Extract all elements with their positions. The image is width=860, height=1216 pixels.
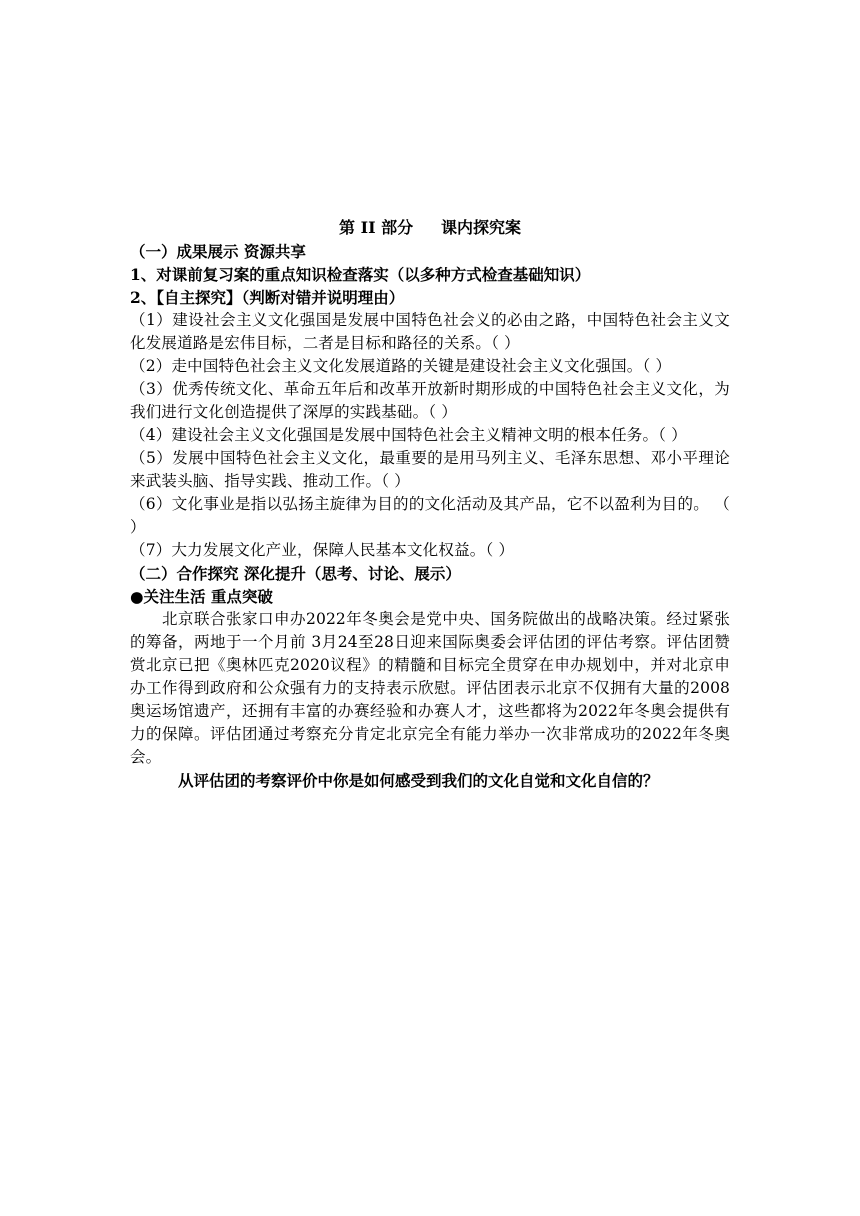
judgment-item-7: （7）大力发展文化产业，保障人民基本文化权益。（ ） [130, 541, 515, 559]
point-self-exploration: 2、【自主探究】（判断对错并说明理由） [130, 288, 405, 307]
focus-heading: ●关注生活 重点突破 [130, 587, 273, 606]
judgment-item-6: （6）文化事业是指以弘扬主旋律为目的的文化活动及其产品，它不以盈利为目的。 （ ） [130, 495, 730, 536]
judgment-item-2: （2）走中国特色社会主义文化发展道路的关键是建设社会主义文化强国。（ ） [130, 357, 672, 375]
judgment-item-3: （3）优秀传统文化、革命五年后和改革开放新时期形成的中国特色社会主义文化，为我们进行文化创造提供了深厚的实践基础。（ ） [130, 380, 730, 421]
section-heading-results: （一）成果展示 资源共享 [130, 242, 306, 261]
section-heading-cooperation: （二）合作探究 深化提升（思考、讨论、展示） [130, 564, 461, 583]
judgment-item-1: （1）建设社会主义文化强国是发展中国特色社会义的必由之路，中国特色社会主义文化发展道路是宏伟目标，二者是目标和路径的关系。（ ） [130, 311, 730, 352]
point-review-check: 1、对课前复习案的重点知识检查落实（以多种方式检查基础知识） [130, 265, 591, 284]
document-page [130, 216, 730, 792]
judgment-item-4: （4）建设社会主义文化强国是发展中国特色社会主义精神文明的根本任务。（ ） [130, 426, 687, 444]
judgment-item-5: （5）发展中国特色社会主义文化，最重要的是用马列主义、毛泽东思想、邓小平理论来武装头脑、指导实践、推动工作。（ ） [130, 449, 730, 490]
discussion-question: 从评估团的考察评价中你是如何感受到我们的文化自觉和文化自信的？ [178, 771, 659, 790]
reading-passage: 北京联合张家口申办2022年冬奥会是党中央、国务院做出的战略决策。经过紧张的筹备，两地于一个月前 3月24至28日迎来国际奥委会评估团的评估考察。评估团赞赏北京已把《奥林匹克2020议程》的精髓和目标完全贯穿在申办规划中，并对北京申办工作得到政府和公众强有力的支持表示欣慰。评估团表示北京不仅拥有大量的2008奥运场馆遗产，还拥有丰富的办赛经验和办赛人才，这些都将为2022年冬奥会提供有力的保障。评估团通过考察充分肯定北京完全有能力举办一次非常成功的2022年冬奥会。 [130, 610, 730, 766]
page-title: 第 II 部分 课内探究案 [339, 218, 521, 237]
